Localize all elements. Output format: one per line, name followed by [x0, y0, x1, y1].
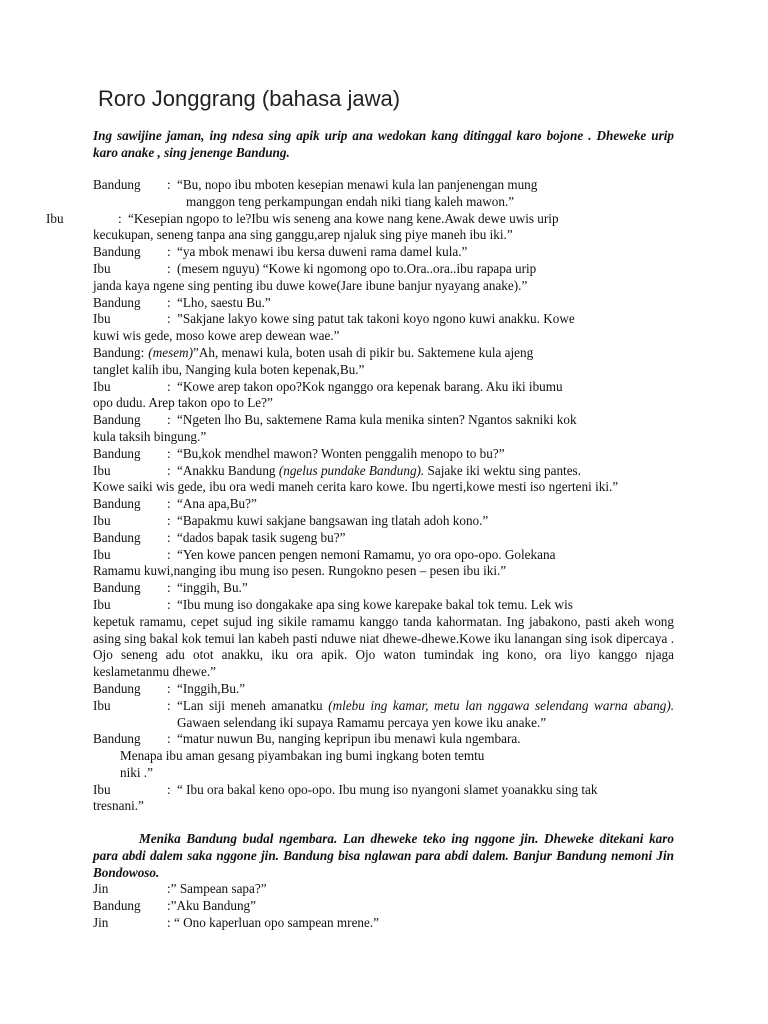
dialog-line [93, 898, 674, 915]
dialog-text: “dados bapak tasik sugeng bu?” [177, 529, 346, 545]
dialog-line [93, 915, 674, 932]
speaker-label: Bandung: [93, 344, 145, 360]
speaker-label: Ibu [93, 596, 111, 612]
dialog-line [93, 580, 674, 597]
speaker-label: Bandung [93, 731, 141, 747]
speaker-separator: : [167, 546, 171, 562]
dialog-line [93, 731, 674, 748]
dialog-continuation: tresnani.” [93, 798, 144, 814]
dialog-line [93, 698, 674, 732]
speaker-separator: : [167, 244, 171, 260]
dialog-continuation: kecukupan, seneng tanpa ana sing ganggu,arep njaluk sing piye maneh ibu iki.” [93, 227, 513, 243]
speaker-separator: : [167, 781, 171, 797]
document-title: Roro Jonggrang (bahasa jawa) [98, 86, 401, 111]
speaker-separator: : [167, 311, 171, 327]
dialog-continuation: Ramamu kuwi,nanging ibu mung iso pesen. Rungokno pesen – pesen ibu iki.” [93, 563, 507, 579]
speaker-label: Bandung [93, 244, 141, 260]
narration-paragraph: Menika Bandung budal ngembara. Lan dheweke teko ing nggone jin. Dheweke ditekani karo para abdi dalem saka nggone jin. Bandung bisa nglawan para abdi dalem. Banjur Bandung nemoni Jin Bondowoso. [93, 831, 674, 880]
dialog-text: “Kesepian ngopo to le?Ibu wis seneng ana kowe nang kene.Awak dewe uwis urip [128, 210, 559, 226]
speaker-label: Bandung [93, 445, 141, 461]
dialog-continuation: tanglet kalih ibu, Nanging kula boten kepenak,Bu.” [93, 361, 365, 377]
dialog-text: ”Sakjane lakyo kowe sing patut tak takoni koyo ngono kuwi anakku. Kowe [177, 311, 575, 327]
dialog-line [93, 412, 674, 429]
intro-paragraph: Ing sawijine jaman, ing ndesa sing apik urip ana wedokan kang ditinggal karo bojone . Dheweke urip karo anake , sing jenenge Bandung. [93, 128, 674, 160]
speaker-separator: : [167, 445, 171, 461]
speaker-label: Ibu [93, 512, 111, 528]
speaker-separator: : [167, 177, 171, 192]
stage-direction: (mesem nguyu) [177, 260, 260, 276]
dialog-text-main: “Lan siji meneh amanatku [177, 697, 323, 713]
speaker-label: Ibu [46, 210, 64, 226]
dialog-continuation: Menapa ibu aman gesang piyambakan ing bumi ingkang boten temtu [120, 748, 485, 764]
speaker-separator: : [167, 378, 171, 394]
dialog-continuation: kuwi wis gede, moso kowe arep dewean wae.” [93, 328, 340, 344]
speaker-label: Bandung [93, 580, 141, 596]
speaker-separator: : [167, 731, 171, 747]
dialog-text: “Ana apa,Bu?” [177, 496, 257, 512]
speaker-separator: : [167, 260, 171, 276]
speaker-separator: : [167, 596, 171, 612]
dialog-continuation: manggon teng perkampungan endah niki tiang kaleh mawon.” [186, 193, 515, 209]
dialog-continuation: kepetuk ramamu, cepet sujud ing sikile ramamu kanggo tanda kahormatan. Ing jabakono, pasti akeh wong asing sing bakal kok temui lan kabeh pasti nduwe niat dhewe-dhewe.Kowe iku lanangan sing isok dipercaya . Ojo seneng adu otot anakku, iku ora apik. Ojo waton tumindak ing kono, ora liyo kanggo njaga keslametanmu dhewe.” [93, 613, 674, 680]
dialog-line [93, 513, 674, 530]
dialog-text: :”Aku Bandung” [167, 897, 256, 913]
dialog-line [93, 177, 674, 194]
dialog-text [177, 698, 674, 732]
dialog-text-main: “Anakku Bandung [177, 462, 276, 478]
dialog-text: “Yen kowe pancen pengen nemoni Ramamu, yo ora opo-opo. Golekana [177, 546, 556, 562]
dialog-line [93, 463, 674, 480]
dialog-text: “Inggih,Bu.” [177, 680, 246, 696]
speaker-separator: : [167, 462, 171, 478]
dialog-line [93, 782, 674, 799]
dialog-line [93, 597, 674, 614]
speaker-separator: : [167, 412, 171, 428]
dialog-line [93, 681, 674, 698]
speaker-label: Jin [93, 914, 109, 930]
dialog-text: “Ngeten lho Bu, saktemene Rama kula menika sinten? Ngantos sakniki kok [177, 412, 577, 428]
stage-direction: (mlebu ing kamar, metu lan nggawa selendang warna abang). [328, 697, 675, 713]
speaker-label: Bandung [93, 897, 141, 913]
stage-direction: (mesem) [148, 344, 193, 360]
dialog-text: : “ Ono kaperluan opo sampean mrene.” [167, 914, 380, 930]
dialog-line [93, 446, 674, 463]
dialog-continuation: janda kaya ngene sing penting ibu duwe kowe(Jare ibune banjur nyayang anake).” [93, 277, 528, 293]
dialog-continuation: niki .” [120, 764, 153, 780]
stage-direction: (ngelus pundake Bandung). [278, 462, 425, 478]
speaker-separator: : [118, 210, 122, 226]
dialog-text [177, 463, 674, 480]
speaker-separator: : [167, 496, 171, 512]
dialog-line [93, 295, 674, 312]
dialog-text: “Bu,kok mendhel mawon? Wonten penggalih menopo to bu?” [177, 445, 505, 461]
speaker-separator: : [167, 294, 171, 310]
speaker-label: Jin [93, 881, 109, 896]
dialog-text: :” Sampean sapa?” [167, 881, 267, 896]
dialog-line [93, 345, 674, 362]
dialog-text: “Bapakmu kuwi sakjane bangsawan ing tlatah adoh kono.” [177, 512, 489, 528]
dialog-line [93, 311, 674, 328]
speaker-label: Bandung [93, 529, 141, 545]
speaker-label: Bandung [93, 412, 141, 428]
dialog-continuation: Kowe saiki wis gede, ibu ora wedi maneh cerita karo kowe. Ibu ngerti,kowe mesti iso ngerteni iki.” [93, 479, 619, 495]
speaker-separator: : [167, 529, 171, 545]
dialog-text-main: “Kowe ki ngomong opo to.Ora..ora..ibu rapapa urip [262, 260, 537, 276]
speaker-label: Ibu [93, 311, 111, 327]
speaker-label: Bandung [93, 496, 141, 512]
dialog-line [93, 530, 674, 547]
dialog-line [93, 547, 674, 564]
speaker-separator: : [167, 580, 171, 596]
dialog-text-main: ”Ah, menawi kula, boten usah di pikir bu. Saktemene kula ajeng [192, 344, 534, 360]
dialog-line [93, 261, 674, 278]
speaker-label: Bandung [93, 294, 141, 310]
dialog-text-rest: Gawaen selendang iki supaya Ramamu percaya yen kowe iku anake.” [177, 714, 547, 730]
dialog-text: “ Ibu ora bakal keno opo-opo. Ibu mung iso nyangoni slamet yoanakku sing tak [177, 781, 598, 797]
dialog-text: “inggih, Bu.” [177, 580, 248, 596]
speaker-label: Ibu [93, 260, 111, 276]
speaker-label: Ibu [93, 378, 111, 394]
dialog-text: “Bu, nopo ibu mboten kesepian menawi kula lan panjenengan mung [177, 177, 538, 192]
dialog-text: “matur nuwun Bu, nanging kepripun ibu menawi kula ngembara. [177, 731, 521, 747]
dialog-text: “Lho, saestu Bu.” [177, 294, 271, 310]
speaker-separator: : [167, 512, 171, 528]
dialog-continuation: opo dudu. Arep takon opo to Le?” [93, 395, 273, 411]
dialog-line [93, 379, 674, 396]
dialog-continuation: kula taksih bingung.” [93, 428, 207, 444]
dialog-tail [93, 881, 674, 931]
speaker-label: Ibu [93, 462, 111, 478]
dialog-text: “Ibu mung iso dongakake apa sing kowe karepake bakal tok temu. Lek wis [177, 596, 573, 612]
dialog-text [177, 261, 674, 278]
dialog-block [46, 177, 675, 815]
speaker-separator: : [167, 697, 171, 713]
speaker-label: Ibu [93, 546, 111, 562]
speaker-label: Bandung [93, 177, 141, 192]
dialog-text [144, 345, 674, 362]
dialog-line [93, 881, 674, 898]
speaker-label: Ibu [93, 781, 111, 797]
dialog-line [93, 244, 674, 261]
speaker-separator: : [167, 680, 171, 696]
dialog-line [46, 211, 674, 228]
dialog-text: “ya mbok menawi ibu kersa duweni rama damel kula.” [177, 244, 468, 260]
speaker-label: Bandung [93, 680, 141, 696]
dialog-text: “Kowe arep takon opo?Kok nganggo ora kepenak barang. Aku iki ibumu [177, 378, 563, 394]
dialog-text-rest: Sajake iki wektu sing pantes. [427, 462, 581, 478]
speaker-label: Ibu [93, 697, 111, 713]
dialog-line [93, 496, 674, 513]
